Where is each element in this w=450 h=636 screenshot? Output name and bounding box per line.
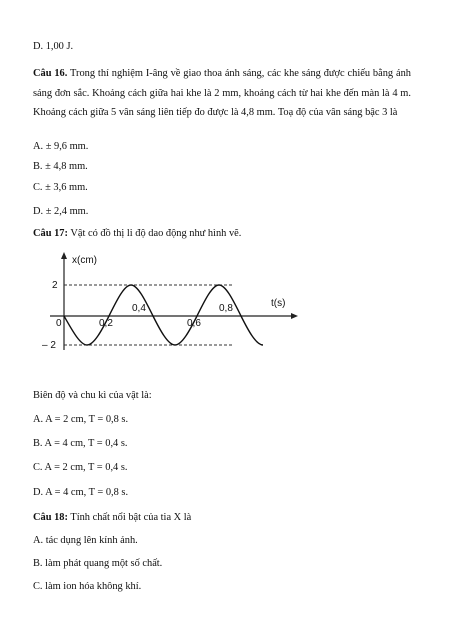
question-18-text: Tính chất nổi bật của tia X là	[70, 512, 192, 523]
question-16-option-b: B. ± 4,8 mm.	[33, 161, 88, 172]
question-17	[33, 227, 241, 240]
question-18	[33, 511, 191, 524]
question-17-option-b: B. A = 4 cm, T = 0,4 s.	[33, 438, 128, 449]
question-16-label: Câu 16.	[33, 68, 68, 79]
y-tick-positive: 2	[52, 280, 58, 291]
question-17-option-a: A. A = 2 cm, T = 0,8 s.	[33, 414, 129, 425]
t-label-0-6: 0,6	[187, 318, 201, 329]
oscillation-graph-svg	[42, 250, 302, 370]
y-axis-arrow	[61, 252, 67, 259]
y-tick-negative: – 2	[42, 340, 56, 351]
t-axis-arrow	[291, 313, 298, 319]
question-18-option-a: A. tác dụng lên kính ảnh.	[33, 535, 138, 546]
displacement-curve	[64, 285, 263, 345]
question-17-label: Câu 17:	[33, 228, 68, 239]
question-16-option-a: A. ± 9,6 mm.	[33, 141, 89, 152]
question-16-option-d: D. ± 2,4 mm.	[33, 206, 89, 217]
question-17-prompt: Biên độ và chu kì của vật là:	[33, 390, 152, 401]
t-label-0-4: 0,4	[132, 303, 146, 314]
previous-option-d: D. 1,00 J.	[33, 41, 74, 52]
question-18-option-c: C. làm ion hóa không khí.	[33, 581, 142, 592]
t-label-0-8: 0,8	[219, 303, 233, 314]
question-17-option-c: C. A = 2 cm, T = 0,4 s.	[33, 462, 128, 473]
question-16-option-c: C. ± 3,6 mm.	[33, 182, 88, 193]
t-label-0-2: 0,2	[99, 318, 113, 329]
t-axis-label: t(s)	[271, 298, 286, 309]
oscillation-graph	[42, 250, 302, 370]
origin-label: 0	[56, 318, 62, 329]
question-18-option-b: B. làm phát quang một số chất.	[33, 558, 163, 569]
question-17-option-d: D. A = 4 cm, T = 0,8 s.	[33, 487, 129, 498]
y-axis-label: x(cm)	[72, 255, 97, 266]
question-17-text: Vật có đồ thị li độ dao động như hình vẽ.	[70, 228, 242, 239]
question-16-text: Trong thí nghiệm I-âng về giao thoa ánh sáng, các khe sáng được chiếu bằng ánh sáng đơn sắc. Khoảng cách giữa hai khe là 2 mm, khoảng cách từ hai khe đến màn là 4 m. Khoảng cách giữa 5 vân sáng liên tiếp đo được là 4,8 mm. Toạ độ của vân sáng bậc 3 là	[33, 68, 411, 118]
question-18-label: Câu 18:	[33, 512, 68, 523]
question-16	[33, 64, 411, 123]
